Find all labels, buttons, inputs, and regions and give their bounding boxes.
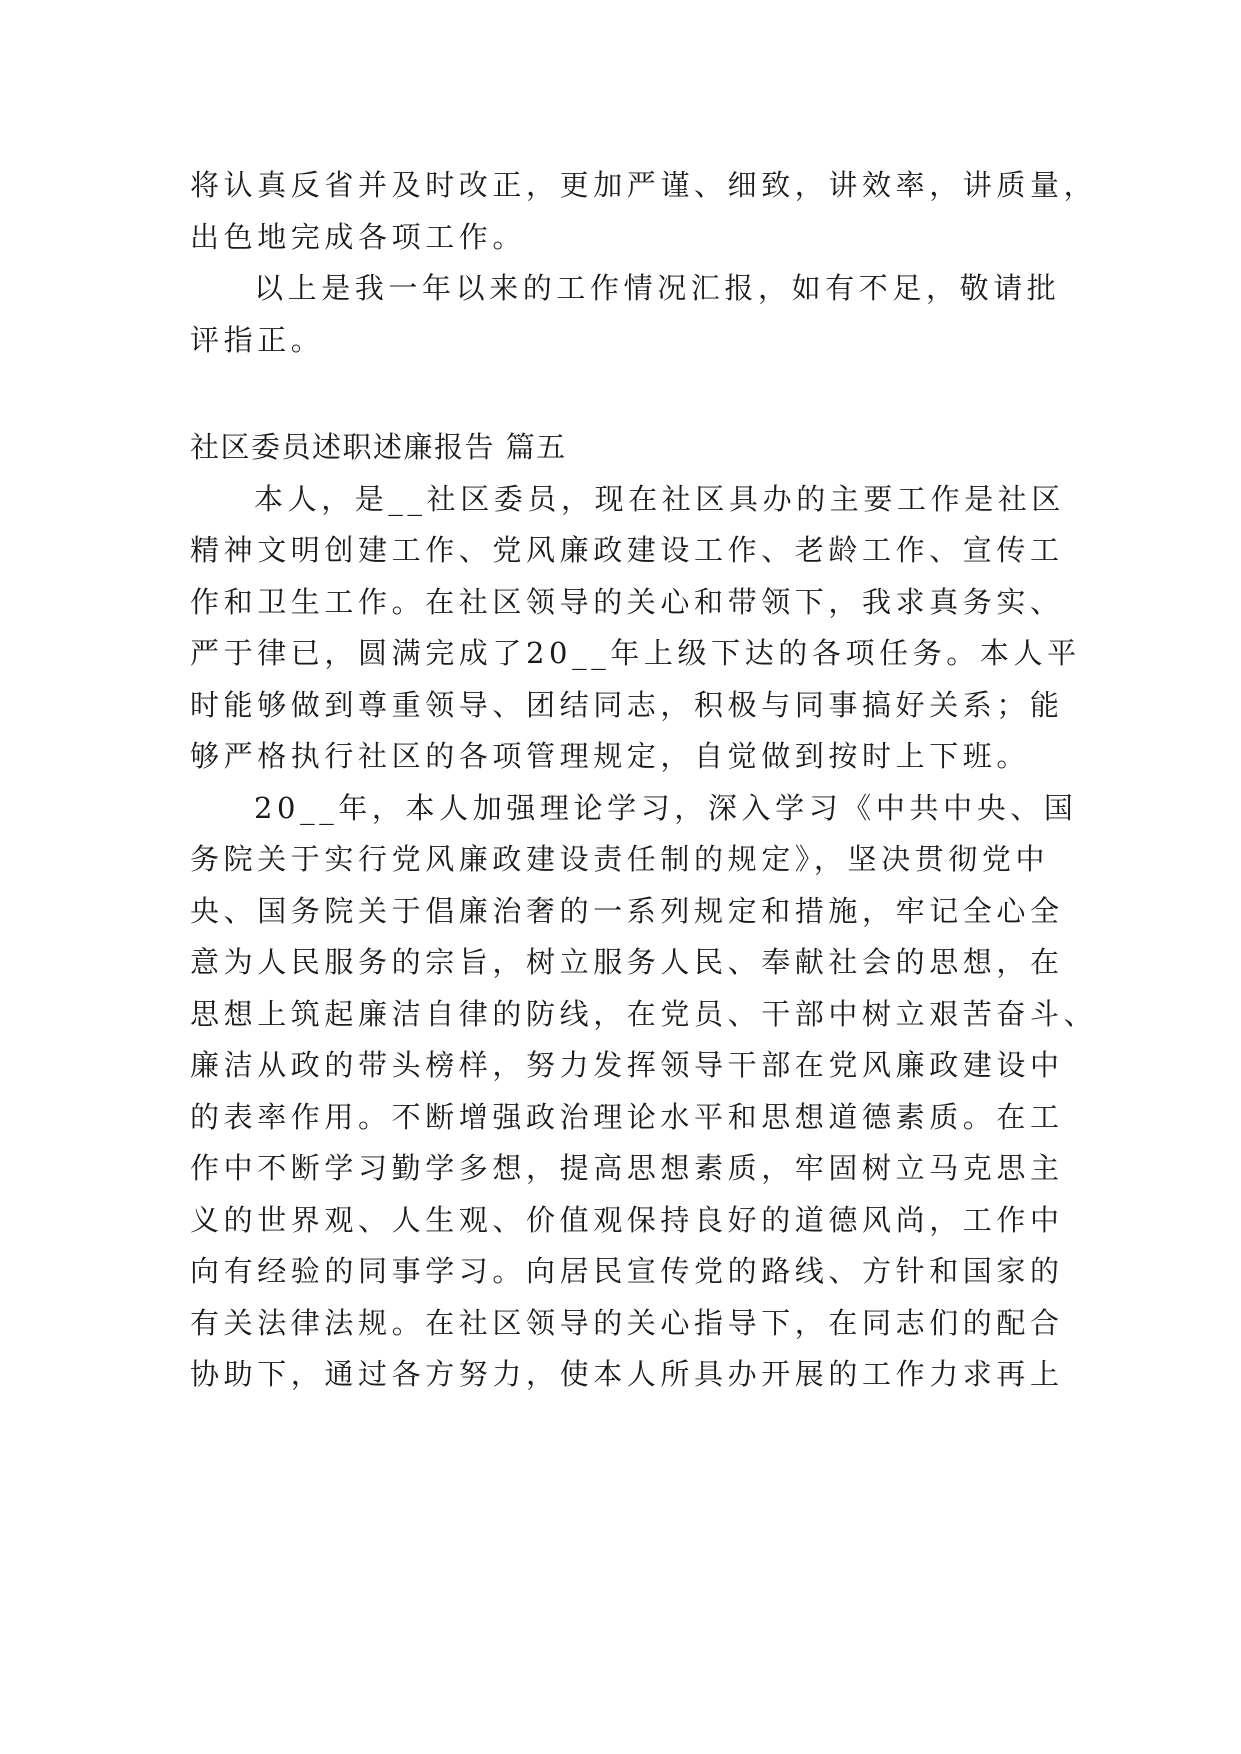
text-line: 意为人民服务的宗旨，树立服务人民、奉献社会的思想，在: [190, 945, 1064, 979]
text-line: 思想上筑起廉洁自律的防线，在党员、干部中树立艰苦奋斗、: [190, 996, 1098, 1031]
text-line: 够严格执行社区的各项管理规定，自觉做到按时上下班。: [190, 739, 1031, 773]
text-line: 廉洁从政的带头榜样，努力发挥领导干部在党风廉政建设中: [190, 1048, 1064, 1082]
text-line: 务院关于实行党风廉政建设责任制的规定》，坚决贯彻党中: [190, 842, 1050, 876]
document-page: [190, 160, 1098, 1401]
text-line: 协助下，通过各方努力，使本人所具办开展的工作力求再上: [190, 1357, 1064, 1391]
text-line: 20__年，本人加强理论学习，深入学习《中共中央、国: [254, 790, 1078, 825]
text-line: 义的世界观、人生观、价值观保持良好的道德风尚，工作中: [190, 1202, 1064, 1237]
section-title: 社区委员述职述廉报告 篇五: [190, 430, 567, 464]
text-line: 作中不断学习勤学多想，提高思想素质，牢固树立马克思主: [190, 1151, 1064, 1185]
text-line: 严于律已，圆满完成了20__年上级下达的各项任务。本人平: [190, 636, 1081, 670]
text-line: 时能够做到尊重领导、团结同志，积极与同事搞好关系；能: [190, 687, 1064, 722]
text-line: 出色地完成各项工作。: [190, 219, 527, 254]
text-line: 本人，是__社区委员，现在社区具办的主要工作是社区: [254, 481, 1066, 516]
text-line: 向有经验的同事学习。向居民宣传党的路线、方针和国家的: [190, 1254, 1064, 1288]
paragraph-prev-1: [190, 160, 1098, 263]
paragraph-1: [190, 474, 1081, 783]
text-line: 以上是我一年以来的工作情况汇报，如有不足，敬请批: [254, 271, 1061, 305]
text-line: 有关法律法规。在社区领导的关心指导下，在同志们的配合: [190, 1305, 1064, 1340]
text-line: 作和卫生工作。在社区领导的关心和带领下，我求真务实、: [190, 584, 1064, 619]
text-line: 精神文明创建工作、党风廉政建设工作、老龄工作、宣传工: [190, 533, 1064, 567]
text-line: 央、国务院关于倡廉治奢的一系列规定和措施，牢记全心全: [190, 893, 1064, 928]
text-line: 将认真反省并及时改正，更加严谨、细致，讲效率，讲质量，: [190, 168, 1098, 202]
paragraph-2: [190, 783, 1098, 1401]
paragraph-prev-2: [190, 263, 1070, 366]
text-line: 的表率作用。不断增强政治理论水平和思想道德素质。在工: [190, 1099, 1064, 1134]
text-line: 评指正。: [190, 322, 325, 357]
